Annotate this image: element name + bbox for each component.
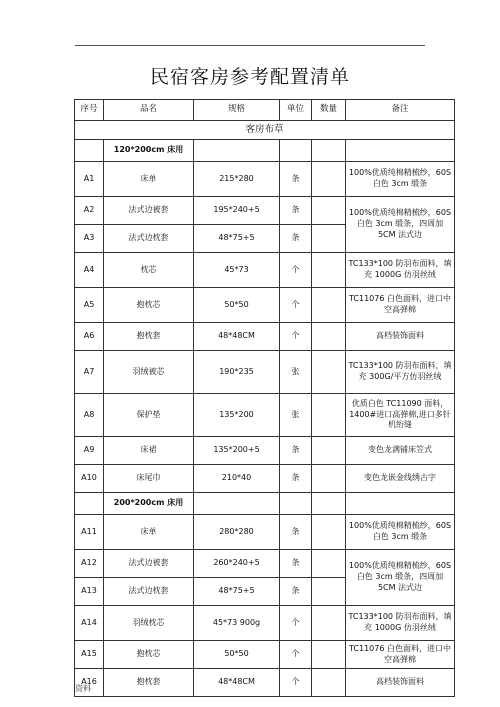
cell-no: A8 [75,394,104,437]
header-qty: 数量 [312,100,346,121]
cell-spec: 48*48CM [194,323,280,351]
top-rule [75,45,425,46]
cell-unit: 个 [280,606,312,641]
footer-label: 资料 [75,684,91,693]
cell-qty [312,437,346,465]
cell-unit: 个 [280,253,312,288]
cell-qty [312,550,346,578]
cell-note: 变色龙满铺床笠式 [346,437,455,465]
cell-spec: 210*40 [194,465,280,493]
cell-name: 法式边被套 [104,550,194,578]
cell-note: TC11076 白色面料，进口中空高弹棉 [346,641,455,669]
table-row [75,323,455,351]
cell-note: TC133*100 防羽布面料，填充 300G/平方仿羽丝绒 [346,351,455,394]
cell-no: A16 [75,669,104,697]
cell-no: A2 [75,197,104,225]
section-row [75,121,455,140]
cell-spec: 48*48CM [194,669,280,697]
cell-name: 法式边枕套 [104,225,194,253]
group-row [75,493,455,515]
cell-name: 羽绒被芯 [104,351,194,394]
group-label: 120*200cm 床用 [104,140,194,162]
cell-qty [312,225,346,253]
section-title: 客房布草 [75,121,455,140]
cell-unit: 个 [280,323,312,351]
table-row [75,550,455,578]
table-row [75,162,455,197]
table-row [75,669,455,697]
cell-spec: 280*280 [194,515,280,550]
cell-name: 抱枕套 [104,669,194,697]
table-row [75,253,455,288]
cell-spec: 215*280 [194,162,280,197]
cell-spec: 135*200 [194,394,280,437]
group-row [75,140,455,162]
cell-qty [312,515,346,550]
cell-name: 羽绒枕芯 [104,606,194,641]
cell-qty [312,465,346,493]
cell-unit: 条 [280,550,312,578]
cell-no: A14 [75,606,104,641]
cell-spec: 50*50 [194,641,280,669]
config-table [74,99,455,697]
cell-unit: 条 [280,515,312,550]
cell-note: 优质白色 TC11090 面料，1400#进口高弹棉,进口多针机绗缝 [346,394,455,437]
cell-no: A12 [75,550,104,578]
cell-spec: 50*50 [194,288,280,323]
cell-unit: 张 [280,394,312,437]
cell-name: 抱枕套 [104,323,194,351]
cell-qty [312,578,346,606]
cell-qty [312,641,346,669]
cell-spec: 135*200+5 [194,437,280,465]
cell-no: A10 [75,465,104,493]
table-row [75,288,455,323]
cell-note: 高档装饰面料 [346,323,455,351]
cell-note: 变色龙嵌金线绣古字 [346,465,455,493]
cell-spec: 45*73 900g [194,606,280,641]
cell-no: A13 [75,578,104,606]
cell-spec: 48*75+5 [194,225,280,253]
cell-qty [312,669,346,697]
cell-unit: 条 [280,197,312,225]
cell-qty [312,606,346,641]
cell-no: A5 [75,288,104,323]
cell-note: 100%优质纯棉精梳纱，60S 白色 3cm 缎条，四周加 5CM 法式边 [346,197,455,253]
header-no: 序号 [75,100,104,121]
table-row [75,351,455,394]
cell-unit: 条 [280,437,312,465]
cell-name: 床尾巾 [104,465,194,493]
cell-no: A9 [75,437,104,465]
cell-qty [312,197,346,225]
cell-unit: 条 [280,465,312,493]
cell-name: 法式边枕套 [104,578,194,606]
cell-spec: 48*75+5 [194,578,280,606]
cell-qty [312,323,346,351]
cell-name: 抱枕芯 [104,288,194,323]
cell-name: 床单 [104,162,194,197]
cell-spec: 190*235 [194,351,280,394]
cell-unit: 个 [280,288,312,323]
page-title: 民宿客房参考配置清单 [149,66,350,88]
cell-spec: 260*240+5 [194,550,280,578]
cell-spec: 195*240+5 [194,197,280,225]
cell-note: TC11076 白色面料，进口中空高弹棉 [346,288,455,323]
header-unit: 单位 [280,100,312,121]
cell-note: 100%优质纯棉精梳纱，60S 白色 3cm 缎条 [346,162,455,197]
cell-note: 100%优质纯棉精梳纱，60S 白色 3cm 缎条 [346,515,455,550]
cell-no: A7 [75,351,104,394]
cell-name: 保护垫 [104,394,194,437]
cell-unit: 条 [280,162,312,197]
table-row [75,465,455,493]
table-row [75,515,455,550]
cell-note: 高档装饰面料 [346,669,455,697]
table-header-row [75,100,455,121]
table-row [75,437,455,465]
cell-no: A4 [75,253,104,288]
cell-unit: 个 [280,641,312,669]
table-row [75,394,455,437]
header-note: 备注 [346,100,455,121]
cell-qty [312,162,346,197]
group-label: 200*200cm 床用 [104,493,194,515]
cell-note: 100%优质纯棉精梳纱，60S 白色 3cm 缎条，四周加 5CM 法式边 [346,550,455,606]
cell-name: 枕芯 [104,253,194,288]
cell-name: 床单 [104,515,194,550]
cell-unit: 张 [280,351,312,394]
cell-no: A1 [75,162,104,197]
cell-qty [312,351,346,394]
cell-qty [312,253,346,288]
table-row [75,606,455,641]
cell-spec: 45*73 [194,253,280,288]
cell-no: A3 [75,225,104,253]
table-row [75,641,455,669]
cell-name: 抱枕芯 [104,641,194,669]
cell-unit: 条 [280,578,312,606]
header-name: 品名 [104,100,194,121]
cell-unit: 个 [280,669,312,697]
cell-name: 法式边被套 [104,197,194,225]
cell-note: TC133*100 防羽布面料，填充 1000G 仿羽丝绒 [346,253,455,288]
cell-no: A15 [75,641,104,669]
cell-note: TC133*100 防羽布面料，填充 1000G 仿羽丝绒 [346,606,455,641]
cell-no: A6 [75,323,104,351]
cell-name: 床裙 [104,437,194,465]
header-spec: 规格 [194,100,280,121]
table-row [75,197,455,225]
cell-qty [312,288,346,323]
cell-qty [312,394,346,437]
cell-no: A11 [75,515,104,550]
cell-unit: 条 [280,225,312,253]
